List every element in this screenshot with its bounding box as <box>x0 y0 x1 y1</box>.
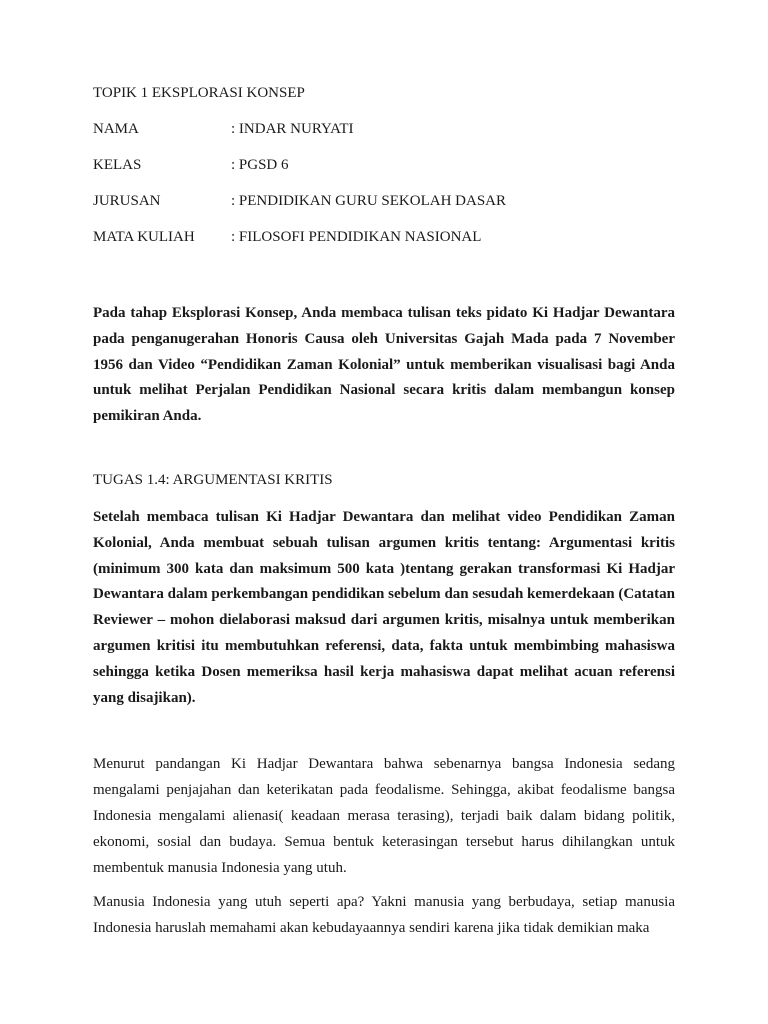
identity-row-course <box>93 228 675 247</box>
identity-label: MATA KULIAH <box>93 229 195 245</box>
identity-row-department <box>93 192 675 211</box>
task-instruction: Setelah membaca tulisan Ki Hadjar Dewantara dan melihat video Pendidikan Zaman Kolonial, Anda membuat sebuah tulisan argumen kritis tentang: Argumentasi kritis (minimum 300 kata dan maksimum 500 kata )tentang gerakan transformasi Ki Hadjar Dewantara dalam perkembangan pendidikan sebelum dan sesudah kemerdekaan (Catatan Reviewer – mohon dielaborasi maksud dari argumen kritis, misalnya untuk memberikan argumen kritisi itu membutuhkan referensi, data, fakta untuk membimbing mahasiswa sehingga ketika Dosen memeriksa hasil kerja mahasiswa dapat melihat acuan referensi yang disajikan). <box>93 508 675 706</box>
identity-label: NAMA <box>93 121 139 137</box>
essay-paragraph-2: Manusia Indonesia yang utuh seperti apa? Yakni manusia yang berbudaya, setiap manusia Indonesia haruslah memahami akan kebudayaannya sendiri karena jika tidak demikian maka <box>93 894 675 937</box>
identity-row-name <box>93 120 675 139</box>
identity-value: : PENDIDIKAN GURU SEKOLAH DASAR <box>231 193 507 209</box>
intro-paragraph: Pada tahap Eksplorasi Konsep, Anda membaca tulisan teks pidato Ki Hadjar Dewantara pada penganugerahan Honoris Causa oleh Universitas Gajah Mada pada 7 November 1956 dan Video “Pendidikan Zaman Kolonial” untuk memberikan visualisasi bagi Anda untuk melihat Perjalan Pendidikan Nasional secara kritis dalam membangun konsep pemikiran Anda. <box>93 305 675 425</box>
essay-paragraph-1: Menurut pandangan Ki Hadjar Dewantara bahwa sebenarnya bangsa Indonesia sedang mengalami penjajahan dan keterikatan pada feodalisme. Sehingga, akibat feodalisme bangsa Indonesia mengalami alienasi( keadaan merasa terasing), terjadi baik dalam bidang politik, ekonomi, sosial dan budaya. Semua bentuk keterasingan tersebut harus dihilangkan untuk membentuk manusia Indonesia yang utuh. <box>93 756 675 876</box>
identity-value: : FILOSOFI PENDIDIKAN NASIONAL <box>231 229 482 245</box>
identity-label: KELAS <box>93 157 142 173</box>
topic-heading: TOPIK 1 EKSPLORASI KONSEP <box>93 85 305 101</box>
document-page <box>93 84 675 942</box>
identity-row-class <box>93 156 675 175</box>
identity-value: : INDAR NURYATI <box>231 121 354 137</box>
task-heading: TUGAS 1.4: ARGUMENTASI KRITIS <box>93 471 333 488</box>
identity-label: JURUSAN <box>93 193 161 209</box>
identity-value: : PGSD 6 <box>231 157 289 173</box>
